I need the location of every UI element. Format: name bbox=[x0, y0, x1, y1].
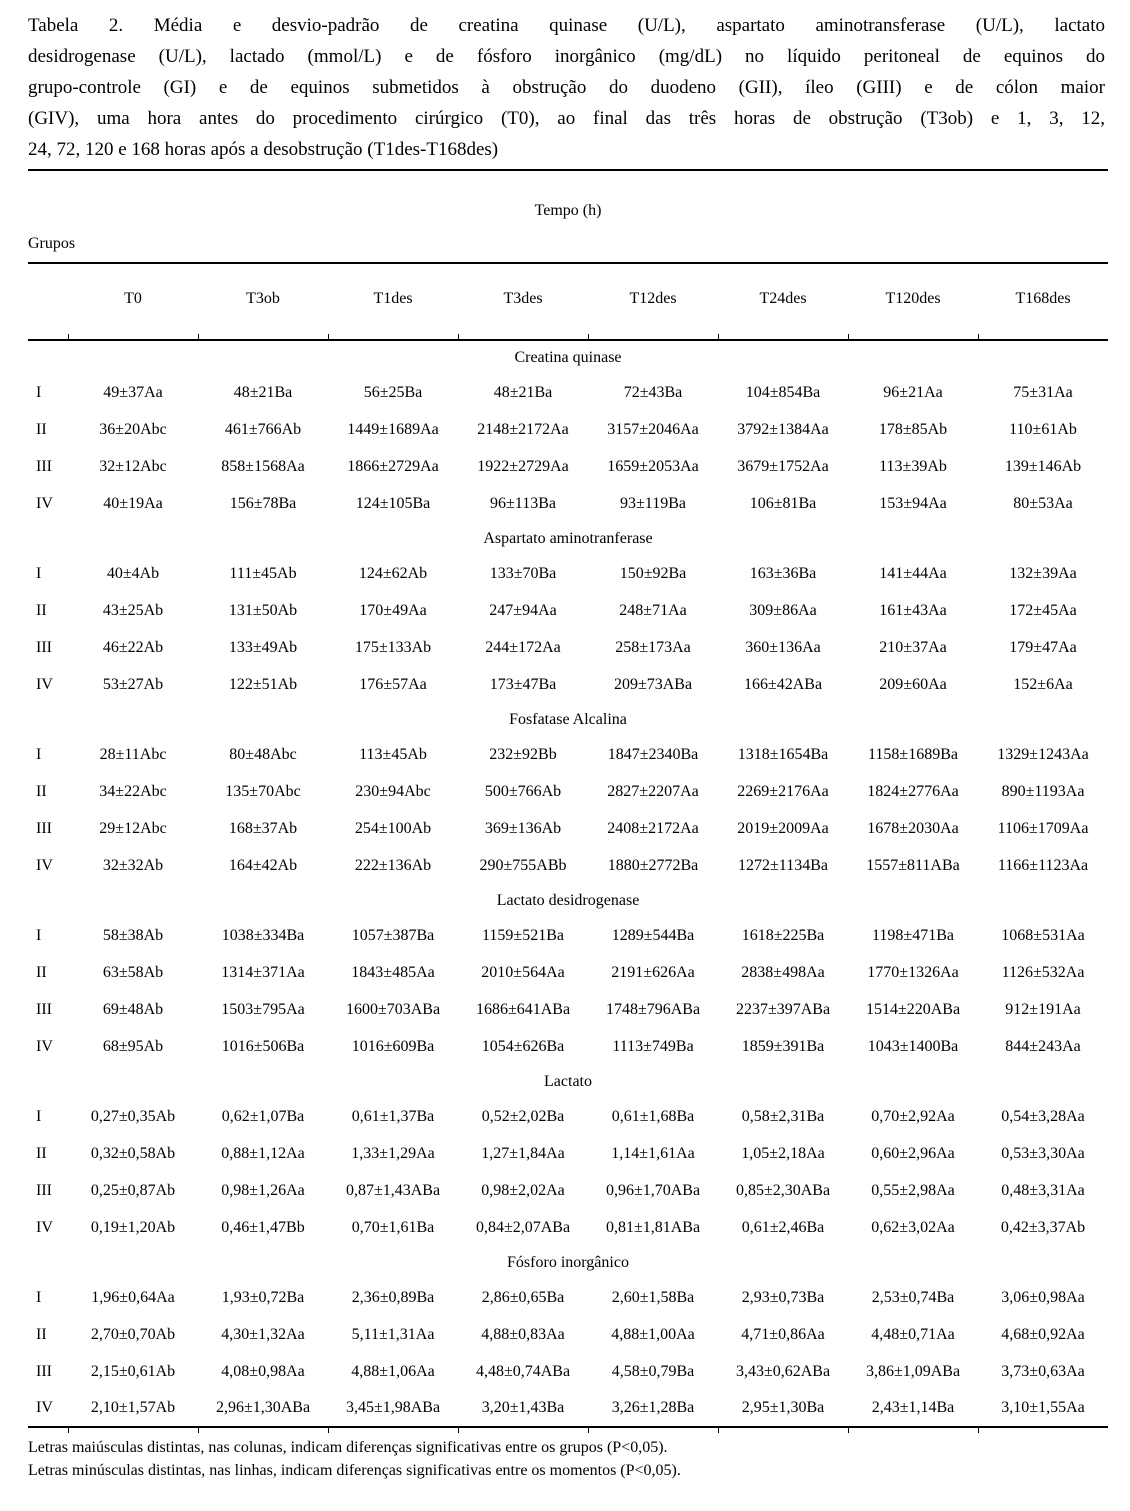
value-cell: 4,88±0,83Aa bbox=[481, 1325, 565, 1343]
value-cell: 48±21Ba bbox=[493, 383, 553, 401]
value-cell: 3,45±1,98ABa bbox=[345, 1399, 441, 1416]
value-cell: 1880±2772Ba bbox=[607, 856, 699, 874]
group-label: III bbox=[36, 1362, 52, 1380]
table-row bbox=[28, 592, 1108, 629]
value-cell: 0,81±1,81ABa bbox=[605, 1218, 701, 1236]
table-row bbox=[28, 954, 1108, 991]
value-cell: 104±854Ba bbox=[745, 383, 821, 401]
value-cell: 3,86±1,09ABa bbox=[865, 1362, 961, 1380]
table-row bbox=[28, 1209, 1108, 1246]
value-cell: 0,48±3,31Aa bbox=[1001, 1181, 1085, 1199]
value-cell: 2269±2176Aa bbox=[737, 782, 829, 800]
value-cell: 1054±626Ba bbox=[481, 1037, 565, 1055]
value-cell: 1043±1400Ba bbox=[867, 1037, 959, 1055]
value-cell: 232±92Bb bbox=[489, 745, 557, 763]
table-row bbox=[28, 1135, 1108, 1172]
value-cell: 75±31Aa bbox=[1013, 383, 1073, 401]
time-column-header: T168des bbox=[1015, 290, 1071, 307]
value-cell: 3157±2046Aa bbox=[607, 420, 699, 438]
value-cell: 4,48±0,71Aa bbox=[871, 1325, 955, 1343]
value-cell: 106±81Ba bbox=[749, 494, 817, 512]
value-cell: 32±32Ab bbox=[102, 856, 164, 874]
value-cell: 309±86Aa bbox=[749, 601, 817, 619]
value-cell: 111±45Ab bbox=[229, 564, 297, 582]
value-cell: 1514±220ABa bbox=[865, 1000, 961, 1018]
value-cell: 161±43Aa bbox=[879, 601, 947, 619]
section-header-row bbox=[28, 884, 1108, 917]
value-cell: 1824±2776Aa bbox=[867, 782, 959, 800]
value-cell: 2019±2009Aa bbox=[737, 819, 829, 837]
value-cell: 1,05±2,18Aa bbox=[741, 1144, 825, 1162]
table-row bbox=[28, 773, 1108, 810]
value-cell: 0,70±1,61Ba bbox=[351, 1218, 435, 1236]
value-cell: 170±49Aa bbox=[359, 601, 427, 619]
table-row bbox=[28, 1390, 1108, 1427]
value-cell: 0,42±3,37Ab bbox=[1000, 1218, 1086, 1236]
value-cell: 0,84±2,07ABa bbox=[475, 1218, 571, 1236]
section-header-row bbox=[28, 1065, 1108, 1098]
section-title: Fósforo inorgânico bbox=[507, 1253, 629, 1271]
value-cell: 0,19±1,20Ab bbox=[90, 1218, 176, 1236]
value-cell: 46±22Ab bbox=[102, 638, 164, 656]
group-label: IV bbox=[36, 1399, 53, 1416]
value-cell: 912±191Aa bbox=[1005, 1000, 1081, 1018]
table-row bbox=[28, 991, 1108, 1028]
value-cell: 53±27Ab bbox=[102, 675, 164, 693]
value-cell: 4,88±1,06Aa bbox=[351, 1362, 435, 1380]
value-cell: 1866±2729Aa bbox=[347, 457, 439, 475]
value-cell: 176±57Aa bbox=[359, 675, 427, 693]
table-row bbox=[28, 810, 1108, 847]
value-cell: 80±53Aa bbox=[1013, 494, 1073, 512]
value-cell: 56±25Ba bbox=[363, 383, 423, 401]
value-cell: 2408±2172Aa bbox=[607, 819, 699, 837]
value-cell: 0,98±2,02Aa bbox=[481, 1181, 565, 1199]
value-cell: 0,61±2,46Ba bbox=[741, 1218, 825, 1236]
grupos-header: Grupos bbox=[28, 235, 76, 252]
value-cell: 58±38Ab bbox=[102, 926, 164, 944]
value-cell: 0,25±0,87Ab bbox=[90, 1181, 176, 1199]
value-cell: 1,93±0,72Ba bbox=[221, 1288, 305, 1306]
value-cell: 150±92Ba bbox=[619, 564, 687, 582]
value-cell: 0,61±1,37Ba bbox=[351, 1107, 435, 1125]
group-label: III bbox=[36, 457, 52, 475]
group-label: I bbox=[36, 1107, 42, 1125]
table-row bbox=[28, 1353, 1108, 1390]
value-cell: 124±62Ab bbox=[358, 564, 428, 582]
value-cell: 1106±1709Aa bbox=[997, 819, 1089, 837]
section-title: Lactato bbox=[544, 1072, 592, 1090]
value-cell: 96±21Aa bbox=[883, 383, 943, 401]
value-cell: 4,48±0,74ABa bbox=[475, 1362, 571, 1380]
value-cell: 0,61±1,68Ba bbox=[611, 1107, 695, 1125]
value-cell: 1016±506Ba bbox=[221, 1037, 305, 1055]
value-cell: 0,32±0,58Ab bbox=[90, 1144, 176, 1162]
value-cell: 1016±609Ba bbox=[351, 1037, 435, 1055]
value-cell: 2191±626Aa bbox=[611, 963, 695, 981]
value-cell: 0,46±1,47Bb bbox=[221, 1218, 305, 1236]
value-cell: 3,43±0,62ABa bbox=[735, 1362, 831, 1380]
group-label: IV bbox=[36, 675, 53, 693]
time-column-header: T1des bbox=[373, 290, 413, 307]
section-header-row bbox=[28, 340, 1108, 374]
value-cell: 1318±1654Ba bbox=[737, 745, 829, 763]
value-cell: 152±6Aa bbox=[1013, 675, 1073, 693]
caption-line: 24, 72, 120 e 168 horas após a desobstrução (T1des-T168des) bbox=[28, 139, 499, 160]
value-cell: 0,55±2,98Aa bbox=[871, 1181, 955, 1199]
caption-line: desidrogenase (U/L), lactado (mmol/L) e de fósforo inorgânico (mg/dL) no líquido peritoneal de equinos do bbox=[28, 46, 1105, 67]
value-cell: 1068±531Aa bbox=[1001, 926, 1085, 944]
value-cell: 360±136Aa bbox=[745, 638, 821, 656]
value-cell: 461±766Ab bbox=[224, 420, 302, 438]
value-cell: 48±21Ba bbox=[233, 383, 293, 401]
value-cell: 209±73ABa bbox=[613, 675, 693, 693]
value-cell: 131±50Ab bbox=[228, 601, 298, 619]
value-cell: 1198±471Ba bbox=[872, 926, 954, 944]
value-cell: 72±43Ba bbox=[623, 383, 683, 401]
section-header-row bbox=[28, 703, 1108, 736]
group-label: IV bbox=[36, 1218, 53, 1236]
value-cell: 168±37Ab bbox=[228, 819, 298, 837]
value-cell: 93±119Ba bbox=[620, 494, 686, 512]
table-caption bbox=[28, 10, 1105, 165]
value-cell: 0,27±0,35Ab bbox=[90, 1107, 176, 1125]
table-row bbox=[28, 485, 1108, 522]
table-row bbox=[28, 629, 1108, 666]
value-cell: 40±4Ab bbox=[106, 564, 160, 582]
group-label: II bbox=[36, 1325, 47, 1343]
value-cell: 0,58±2,31Ba bbox=[741, 1107, 825, 1125]
value-cell: 163±36Ba bbox=[749, 564, 817, 582]
value-cell: 1272±1134Ba bbox=[738, 856, 828, 874]
section-title: Creatina quinase bbox=[514, 348, 622, 366]
value-cell: 1557±811ABa bbox=[866, 856, 960, 874]
value-cell: 2,10±1,57Ab bbox=[90, 1399, 176, 1416]
value-cell: 0,62±3,02Aa bbox=[871, 1218, 955, 1236]
table-top-rule bbox=[28, 169, 1108, 171]
value-cell: 1922±2729Aa bbox=[477, 457, 569, 475]
value-cell: 1770±1326Aa bbox=[867, 963, 959, 981]
value-cell: 369±136Ab bbox=[484, 819, 562, 837]
value-cell: 2,15±0,61Ab bbox=[90, 1362, 176, 1380]
value-cell: 2,43±1,14Ba bbox=[871, 1399, 955, 1416]
table-footnotes bbox=[28, 1436, 1105, 1482]
value-cell: 1678±2030Aa bbox=[867, 819, 959, 837]
value-cell: 141±44Aa bbox=[879, 564, 947, 582]
table-row bbox=[28, 666, 1108, 703]
value-cell: 3679±1752Aa bbox=[737, 457, 829, 475]
table-row bbox=[28, 917, 1108, 954]
value-cell: 1503±795Aa bbox=[221, 1000, 305, 1018]
footnote-uppercase-letters: Letras maiúsculas distintas, nas colunas, indicam diferenças significativas entre os grupos (P<0,05). bbox=[28, 1439, 668, 1456]
value-cell: 96±113Ba bbox=[490, 494, 556, 512]
time-column-header: T24des bbox=[759, 290, 807, 307]
caption-line: grupo-controle (GI) e de equinos submetidos à obstrução do duodeno (GII), íleo (GIII) e de cólon maior bbox=[28, 77, 1105, 98]
value-cell: 122±51Ab bbox=[228, 675, 298, 693]
value-cell: 1,27±1,84Aa bbox=[481, 1144, 565, 1162]
group-label: II bbox=[36, 420, 47, 438]
value-cell: 0,85±2,30ABa bbox=[735, 1181, 831, 1199]
value-cell: 2237±397ABa bbox=[735, 1000, 831, 1018]
value-cell: 3,06±0,98Aa bbox=[1001, 1288, 1085, 1306]
value-cell: 1329±1243Aa bbox=[997, 745, 1089, 763]
group-label: II bbox=[36, 963, 47, 981]
value-cell: 247±94Aa bbox=[489, 601, 557, 619]
value-cell: 2,86±0,65Ba bbox=[481, 1288, 565, 1306]
value-cell: 2838±498Aa bbox=[741, 963, 825, 981]
section-title: Lactato desidrogenase bbox=[496, 891, 640, 909]
value-cell: 172±45Aa bbox=[1009, 601, 1077, 619]
group-label: I bbox=[36, 383, 42, 401]
value-cell: 2,93±0,73Ba bbox=[741, 1288, 825, 1306]
value-cell: 113±39Ab bbox=[879, 457, 947, 475]
table-row bbox=[28, 1098, 1108, 1135]
value-cell: 3792±1384Aa bbox=[737, 420, 829, 438]
value-cell: 1289±544Ba bbox=[611, 926, 695, 944]
value-cell: 500±766Ab bbox=[484, 782, 562, 800]
empty-corner-cell bbox=[28, 264, 68, 334]
value-cell: 844±243Aa bbox=[1005, 1037, 1081, 1055]
section-title: Fosfatase Alcalina bbox=[509, 710, 627, 728]
value-cell: 1618±225Ba bbox=[741, 926, 825, 944]
value-cell: 0,52±2,02Ba bbox=[481, 1107, 565, 1125]
value-cell: 2010±564Aa bbox=[481, 963, 565, 981]
value-cell: 1057±387Ba bbox=[351, 926, 435, 944]
time-column-header: T0 bbox=[124, 290, 142, 307]
value-cell: 133±70Ba bbox=[489, 564, 557, 582]
table-row bbox=[28, 374, 1108, 411]
value-cell: 2,36±0,89Ba bbox=[351, 1288, 435, 1306]
section-title: Aspartato aminotranferase bbox=[483, 529, 653, 547]
value-cell: 153±94Aa bbox=[879, 494, 947, 512]
value-cell: 0,60±2,96Aa bbox=[871, 1144, 955, 1162]
value-cell: 0,98±1,26Aa bbox=[221, 1181, 305, 1199]
value-cell: 0,54±3,28Aa bbox=[1001, 1107, 1085, 1125]
caption-line: Tabela 2. Média e desvio-padrão de creatina quinase (U/L), aspartato aminotransferase (U/L), lactato bbox=[28, 15, 1105, 36]
value-cell: 890±1193Aa bbox=[1001, 782, 1085, 800]
value-cell: 1449±1689Aa bbox=[347, 420, 439, 438]
group-label: I bbox=[36, 745, 42, 763]
value-cell: 179±47Aa bbox=[1009, 638, 1077, 656]
group-label: II bbox=[36, 782, 47, 800]
value-cell: 4,68±0,92Aa bbox=[1001, 1325, 1085, 1343]
group-label: IV bbox=[36, 1037, 53, 1055]
table-row bbox=[28, 555, 1108, 592]
time-column-header: T12des bbox=[629, 290, 677, 307]
value-cell: 258±173Aa bbox=[615, 638, 691, 656]
group-label: III bbox=[36, 638, 52, 656]
value-cell: 1600±703ABa bbox=[345, 1000, 441, 1018]
table-body bbox=[28, 340, 1108, 1433]
time-column-header: T3ob bbox=[246, 290, 280, 307]
group-label: III bbox=[36, 819, 52, 837]
footnote-lowercase-letters: Letras minúsculas distintas, nas linhas, indicam diferenças significativas entre os momentos (P<0,05). bbox=[28, 1462, 681, 1479]
time-column-header: T3des bbox=[503, 290, 543, 307]
group-label: IV bbox=[36, 494, 53, 512]
value-cell: 164±42Ab bbox=[228, 856, 298, 874]
tempo-header: Tempo (h) bbox=[534, 202, 602, 219]
value-cell: 222±136Ab bbox=[354, 856, 432, 874]
value-cell: 1166±1123Aa bbox=[997, 856, 1089, 874]
value-cell: 1748±796ABa bbox=[605, 1000, 701, 1018]
value-cell: 4,58±0,79Ba bbox=[611, 1362, 695, 1380]
group-label: I bbox=[36, 564, 42, 582]
value-cell: 2,70±0,70Ab bbox=[90, 1325, 176, 1343]
value-cell: 209±60Aa bbox=[879, 675, 947, 693]
value-cell: 36±20Abc bbox=[99, 420, 167, 438]
value-cell: 2148±2172Aa bbox=[477, 420, 569, 438]
time-column-header: T120des bbox=[885, 290, 941, 307]
value-cell: 244±172Aa bbox=[485, 638, 561, 656]
table-row bbox=[28, 411, 1108, 448]
value-cell: 1686±641ABa bbox=[475, 1000, 571, 1018]
value-cell: 28±11Abc bbox=[99, 745, 167, 763]
table-row bbox=[28, 1279, 1108, 1316]
value-cell: 1843±485Aa bbox=[351, 963, 435, 981]
value-cell: 1113±749Ba bbox=[612, 1037, 694, 1055]
value-cell: 49±37Aa bbox=[103, 383, 163, 401]
group-label: I bbox=[36, 926, 42, 944]
value-cell: 3,26±1,28Ba bbox=[611, 1399, 695, 1416]
value-cell: 1,14±1,61Aa bbox=[611, 1144, 695, 1162]
value-cell: 173±47Ba bbox=[489, 675, 557, 693]
value-cell: 124±105Ba bbox=[355, 494, 431, 512]
value-cell: 1,96±0,64Aa bbox=[91, 1288, 175, 1306]
value-cell: 175±133Ab bbox=[354, 638, 432, 656]
value-cell: 4,71±0,86Aa bbox=[741, 1325, 825, 1343]
value-cell: 210±37Aa bbox=[879, 638, 947, 656]
group-label: II bbox=[36, 1144, 47, 1162]
value-cell: 135±70Abc bbox=[225, 782, 301, 800]
time-header-row bbox=[28, 264, 1108, 334]
value-cell: 32±12Abc bbox=[99, 457, 167, 475]
value-cell: 43±25Ab bbox=[102, 601, 164, 619]
value-cell: 63±58Ab bbox=[102, 963, 164, 981]
section-header-row bbox=[28, 1246, 1108, 1279]
value-cell: 2,96±1,30ABa bbox=[215, 1399, 311, 1416]
value-cell: 2,60±1,58Ba bbox=[611, 1288, 695, 1306]
value-cell: 1159±521Ba bbox=[482, 926, 564, 944]
table-row bbox=[28, 1028, 1108, 1065]
value-cell: 0,62±1,07Ba bbox=[221, 1107, 305, 1125]
results-table bbox=[28, 264, 1108, 1433]
value-cell: 230±94Abc bbox=[355, 782, 431, 800]
value-cell: 68±95Ab bbox=[102, 1037, 164, 1055]
table-row bbox=[28, 847, 1108, 884]
value-cell: 5,11±1,31Aa bbox=[351, 1325, 435, 1343]
value-cell: 166±42ABa bbox=[743, 675, 823, 693]
table-row bbox=[28, 1172, 1108, 1209]
value-cell: 133±49Ab bbox=[228, 638, 298, 656]
value-cell: 1859±391Ba bbox=[741, 1037, 825, 1055]
value-cell: 4,08±0,98Aa bbox=[221, 1362, 305, 1380]
value-cell: 2,53±0,74Ba bbox=[871, 1288, 955, 1306]
value-cell: 156±78Ba bbox=[229, 494, 297, 512]
table-row bbox=[28, 736, 1108, 773]
value-cell: 1659±2053Aa bbox=[607, 457, 699, 475]
value-cell: 178±85Ab bbox=[878, 420, 948, 438]
value-cell: 40±19Aa bbox=[103, 494, 163, 512]
value-cell: 1126±532Aa bbox=[1001, 963, 1085, 981]
value-cell: 0,53±3,30Aa bbox=[1001, 1144, 1085, 1162]
value-cell: 1038±334Ba bbox=[221, 926, 305, 944]
table-row bbox=[28, 448, 1108, 485]
value-cell: 0,96±1,70ABa bbox=[605, 1181, 701, 1199]
value-cell: 3,73±0,63Aa bbox=[1001, 1362, 1085, 1380]
value-cell: 132±39Aa bbox=[1009, 564, 1077, 582]
value-cell: 290±755ABb bbox=[479, 856, 567, 874]
value-cell: 2827±2207Aa bbox=[607, 782, 699, 800]
value-cell: 1158±1689Ba bbox=[868, 745, 958, 763]
value-cell: 248±71Aa bbox=[619, 601, 687, 619]
group-label: III bbox=[36, 1181, 52, 1199]
value-cell: 80±48Abc bbox=[229, 745, 297, 763]
value-cell: 4,30±1,32Aa bbox=[221, 1325, 305, 1343]
value-cell: 0,70±2,92Aa bbox=[871, 1107, 955, 1125]
value-cell: 858±1568Aa bbox=[221, 457, 305, 475]
group-label: III bbox=[36, 1000, 52, 1018]
value-cell: 34±22Abc bbox=[99, 782, 167, 800]
value-cell: 1847±2340Ba bbox=[607, 745, 699, 763]
group-label: IV bbox=[36, 856, 53, 874]
value-cell: 0,88±1,12Aa bbox=[221, 1144, 305, 1162]
group-label: II bbox=[36, 601, 47, 619]
table-bottom-rule bbox=[28, 1427, 1108, 1433]
value-cell: 1314±371Aa bbox=[221, 963, 305, 981]
value-cell: 3,10±1,55Aa bbox=[1001, 1399, 1085, 1416]
value-cell: 113±45Ab bbox=[359, 745, 427, 763]
value-cell: 139±146Ab bbox=[1004, 457, 1082, 475]
value-cell: 4,88±1,00Aa bbox=[611, 1325, 695, 1343]
value-cell: 69±48Ab bbox=[102, 1000, 164, 1018]
value-cell: 0,87±1,43ABa bbox=[345, 1181, 441, 1199]
table-row bbox=[28, 1316, 1108, 1353]
value-cell: 1,33±1,29Aa bbox=[351, 1144, 435, 1162]
value-cell: 3,20±1,43Ba bbox=[481, 1399, 565, 1416]
group-label: I bbox=[36, 1288, 42, 1306]
value-cell: 254±100Ab bbox=[354, 819, 432, 837]
value-cell: 110±61Ab bbox=[1009, 420, 1077, 438]
caption-line: (GIV), uma hora antes do procedimento cirúrgico (T0), ao final das três horas de obstrução (T3ob) e 1, 3, 12, bbox=[28, 108, 1105, 129]
value-cell: 29±12Abc bbox=[99, 819, 167, 837]
value-cell: 2,95±1,30Ba bbox=[741, 1399, 825, 1416]
section-header-row bbox=[28, 522, 1108, 555]
